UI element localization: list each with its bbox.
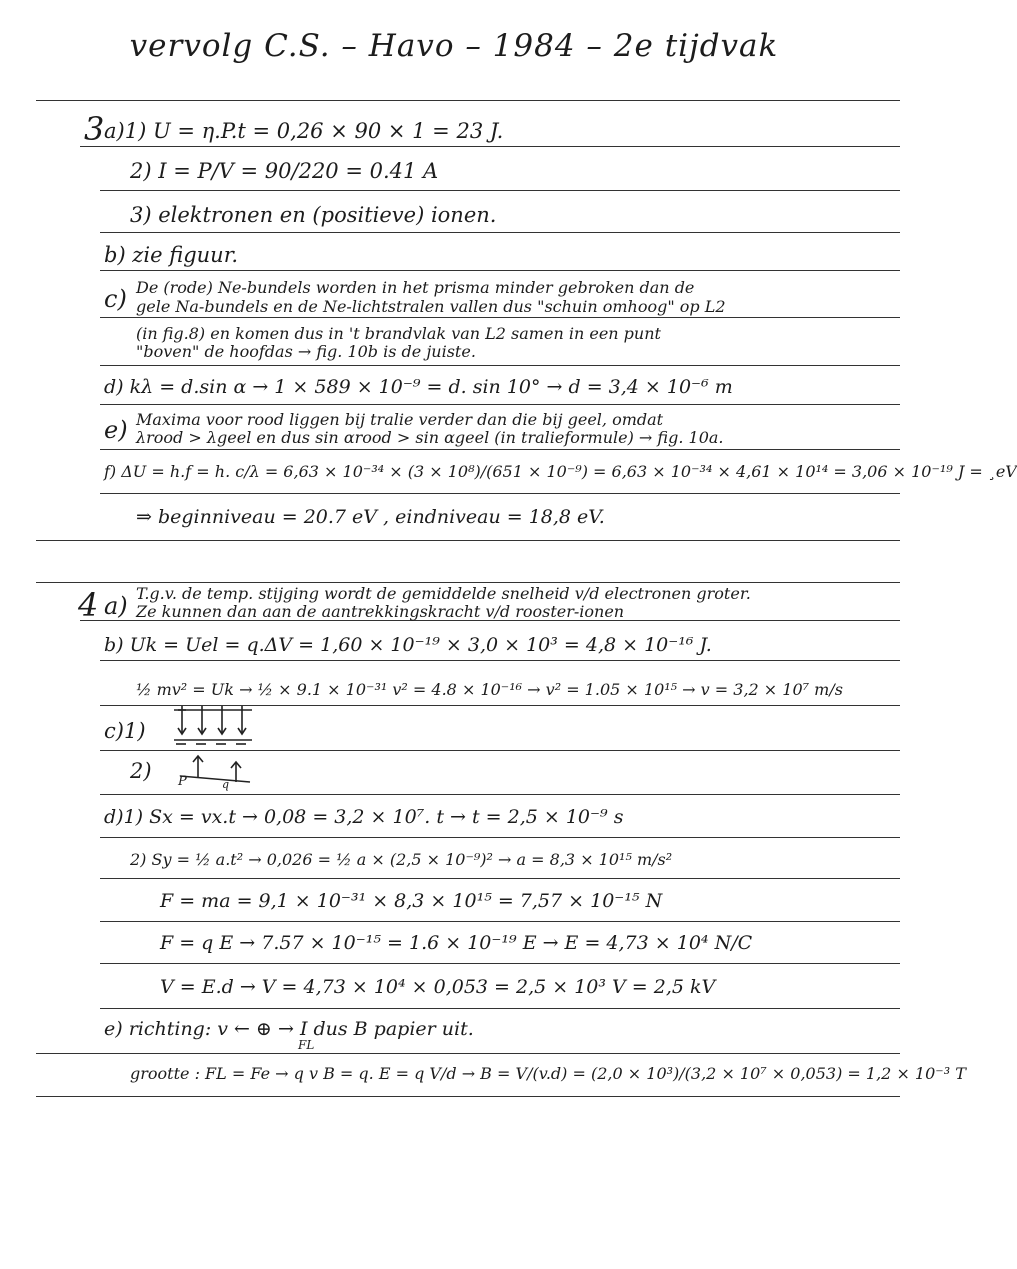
answer-line: d)1) Sx = vx.t → 0,08 = 3,2 × 10⁷. t → t = 2,5 × 10⁻⁹ s (104, 806, 624, 828)
rule-line (36, 540, 900, 541)
answer-line: V = E.d → V = 4,73 × 10⁴ × 0,053 = 2,5 × 10³ V = 2,5 kV (160, 976, 716, 998)
field-lines-sketch-icon (168, 706, 258, 746)
answer-line: Maxima voor rood liggen bij tralie verder dan die bij geel, omdat (136, 410, 664, 429)
part-label: a) (104, 592, 128, 620)
rule-line (36, 1096, 900, 1097)
point-label-p: P (178, 774, 187, 789)
answer-line: grootte : FL = Fe → q v B = q. E = q V/d → B = V/(v.d) = (2,0 × 10³)/(3,2 × 10⁷ × 0,053) = 1,2 × 10⁻³ T (130, 1064, 966, 1083)
force-vectors-sketch-icon (176, 752, 256, 788)
answer-line: 3) elektronen en (positieve) ionen. (130, 203, 497, 227)
force-label: FL (298, 1038, 315, 1052)
rule-line (100, 190, 900, 191)
answer-line: λrood > λgeel en dus sin αrood > sin αgeel (in tralieformule) → fig. 10a. (136, 428, 724, 447)
rule-line (100, 493, 900, 494)
point-label-q: q (222, 778, 230, 791)
answer-line: a)1) U = η.P.t = 0,26 × 90 × 1 = 23 J. (104, 119, 504, 143)
rule-line (36, 1053, 900, 1054)
rule-line (100, 404, 900, 405)
answer-line: F = ma = 9,1 × 10⁻³¹ × 8,3 × 10¹⁵ = 7,57 × 10⁻¹⁵ N (160, 890, 663, 912)
rule-line (100, 317, 900, 318)
rule-line (36, 100, 900, 101)
rule-line (100, 1008, 900, 1009)
question-number: 4 (78, 586, 99, 624)
rule-line (100, 878, 900, 879)
part-label: e) (104, 416, 128, 444)
answer-line: f) ΔU = h.f = h. c/λ = 6,63 × 10⁻³⁴ × (3 × 10⁸)/(651 × 10⁻⁹) = 6,63 × 10⁻³⁴ × 4,61 × 10¹⁴ = 3,06 × 10⁻¹⁹ J = ¸eV (104, 462, 1017, 481)
rule-line (100, 921, 900, 922)
answer-line: "boven" de hoofdas → fig. 10b is de juiste. (136, 342, 476, 361)
rule-line (100, 963, 900, 964)
rule-line (100, 660, 900, 661)
answer-line: gele Na-bundels en de Ne-lichtstralen vallen dus "schuin omhoog" op L2 (136, 297, 726, 316)
question-number: 3 (84, 110, 105, 148)
answer-line: 2) Sy = ½ a.t² → 0,026 = ½ a × (2,5 × 10⁻⁹)² → a = 8,3 × 10¹⁵ m/s² (130, 850, 673, 869)
rule-line (100, 365, 900, 366)
rule-line (100, 837, 900, 838)
part-label: c) (104, 285, 127, 313)
answer-line: 2) I = P/V = 90/220 = 0.41 A (130, 159, 439, 183)
answer-line: Ze kunnen dan aan de aantrekkingskracht v/d rooster-ionen (136, 602, 625, 621)
answer-line: b) Uk = Uel = q.ΔV = 1,60 × 10⁻¹⁹ × 3,0 × 10³ = 4,8 × 10⁻¹⁶ J. (104, 634, 712, 656)
answer-line: d) kλ = d.sin α → 1 × 589 × 10⁻⁹ = d. sin 10° → d = 3,4 × 10⁻⁶ m (104, 376, 733, 398)
rule-line (36, 582, 900, 583)
rule-line (100, 449, 900, 450)
answer-line: e) richting: v ← ⊕ → I dus B papier uit. (104, 1018, 474, 1040)
answer-line: De (rode) Ne-bundels worden in het prisma minder gebroken dan de (136, 278, 695, 297)
rule-line (100, 794, 900, 795)
rule-line (80, 146, 900, 147)
rule-line (100, 232, 900, 233)
page-title: vervolg C.S. – Havo – 1984 – 2e tijdvak (129, 28, 779, 64)
rule-line (100, 270, 900, 271)
rule-line (100, 750, 900, 751)
part-label: 2) (130, 759, 152, 783)
part-label: c)1) (104, 719, 146, 743)
answer-line: F = q E → 7.57 × 10⁻¹⁵ = 1.6 × 10⁻¹⁹ E → E = 4,73 × 10⁴ N/C (160, 932, 753, 954)
answer-line: b) zie figuur. (104, 243, 239, 267)
answer-line: T.g.v. de temp. stijging wordt de gemiddelde snelheid v/d electronen groter. (136, 584, 751, 603)
answer-line: ½ mv² = Uk → ½ × 9.1 × 10⁻³¹ v² = 4.8 × 10⁻¹⁶ → v² = 1.05 × 10¹⁵ → v = 3,2 × 10⁷ m/s (136, 680, 843, 699)
answer-line: (in fig.8) en komen dus in 't brandvlak van L2 samen in een punt (136, 324, 661, 343)
answer-line: ⇒ beginniveau = 20.7 eV , eindniveau = 18,8 eV. (136, 506, 605, 528)
